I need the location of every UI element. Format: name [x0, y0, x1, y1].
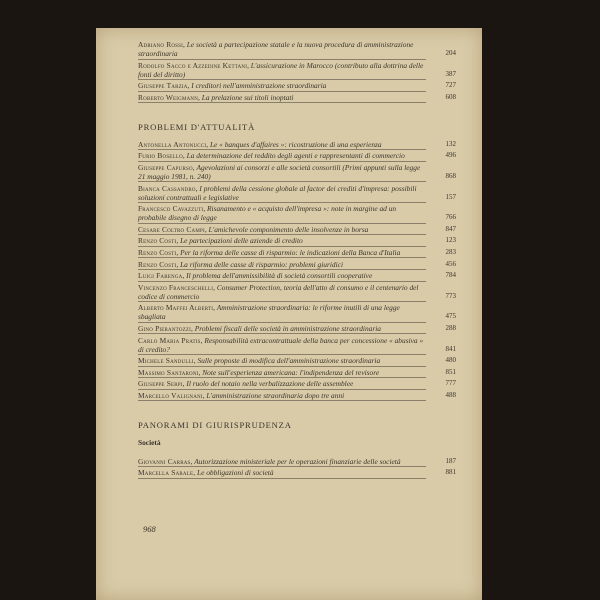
- index-entry: Luigi Farenga, Il problema dell'ammissibilità di società consortili cooperative 784: [138, 271, 456, 281]
- entry-page-number: 204: [445, 49, 456, 57]
- attualita-entries-list: [138, 140, 456, 400]
- entry-page-number: 777: [445, 379, 456, 388]
- entry-rule: [138, 91, 426, 92]
- entry-rule: [138, 281, 426, 282]
- entry-author: Furio Bosello: [138, 151, 183, 161]
- entry-rule: [138, 246, 426, 247]
- entry-rule: [138, 223, 426, 224]
- index-entry: Antonella Antonucci, Le « banques d'affaires »: ricostruzione di una esperienza 132: [138, 139, 456, 149]
- entry-title: L'assicurazione in Marocco (contributo alla dottrina delle fonti del diritto): [138, 60, 424, 79]
- index-entry: Michele Sandulli, Sulle proposte di modifica dell'amministrazione straordinaria 480: [138, 356, 456, 366]
- index-entry: Furio Bosello, La determinazione del reddito degli agenti e rappresentanti di commercio 496: [138, 151, 456, 161]
- entry-title: Il problema dell'ammissibilità di società consortili cooperative: [186, 271, 373, 281]
- index-entry: Giovanni Carras, Autorizzazione ministeriale per le operazioni finanziarie delle società 187: [138, 456, 456, 466]
- panorami-entries-list: [138, 457, 456, 478]
- entry-title: Le società a partecipazione statale e la nuova procedura di amministrazione straordinaria: [138, 40, 414, 58]
- entry-title: Le « banques d'affaires »: ricostruzione di una esperienza: [209, 139, 382, 149]
- entry-author: Bianca Cassandro: [138, 183, 196, 193]
- entry-title: Il ruolo del notaio nella verbalizzazione delle assemblee: [186, 379, 354, 389]
- entry-rule: [138, 400, 426, 401]
- entry-rule: [138, 366, 426, 367]
- entry-rule: [138, 466, 426, 467]
- index-entry: Renzo Costi, Le partecipazioni delle aziende di credito 123: [138, 236, 456, 246]
- entry-rule: [138, 377, 426, 378]
- entry-rule: [138, 202, 426, 203]
- entry-page-number: 157: [445, 192, 456, 201]
- entry-page-number: 496: [445, 151, 456, 160]
- entry-author: Roberto Weigmann: [138, 92, 199, 102]
- entry-rule: [138, 234, 426, 235]
- entry-rule: [138, 354, 426, 355]
- entry-title: Le partecipazioni delle aziende di credito: [180, 236, 303, 246]
- entry-page-number: 868: [445, 171, 456, 180]
- entry-rule: [138, 269, 426, 270]
- entry-author: Renzo Costi: [138, 236, 177, 246]
- index-entry: Massimo Santaroni, Note sull'esperienza americana: l'indipendenza del revisore 851: [138, 367, 456, 377]
- entry-title: I problemi della cessione globale al factor dei crediti d'impresa: possibili soluzioni contrattuali e legislative: [138, 183, 417, 202]
- entry-title: Le obbligazioni di società: [196, 468, 274, 478]
- entry-author: Rodolfo Sacco e Azzedine Kettani: [138, 60, 248, 70]
- entry-title: Risanamento e « acquisto dell'impresa »: note in margine ad un probabile disegno di legge: [138, 204, 397, 223]
- entry-page-number: 480: [445, 356, 456, 365]
- entry-page-number: 387: [445, 69, 456, 78]
- index-entry: Marcello Valignani, L'amministrazione straordinaria dopo tre anni 488: [138, 390, 456, 400]
- top-entries-list: [138, 40, 456, 102]
- entry-title: Responsabilità extracontrattuale della banca per concessione « abusiva » di credito?: [138, 335, 424, 354]
- index-entry: Gino Pierantozzi, Problemi fiscali delle società in amministrazione straordinaria 288: [138, 323, 456, 333]
- index-entry: Giuseppe Tarzia, I creditori nell'amministrazione straordinaria 727: [138, 81, 456, 91]
- entry-page-number: 187: [445, 456, 456, 465]
- entry-page-number: 132: [445, 139, 456, 148]
- index-entry: Giuseppe Capurso, Agevolazioni ai consorzi e alle società consortili (Primi appunti sulla legge 21 maggio 1981, n. 240) 868: [138, 162, 456, 181]
- entry-rule: [138, 333, 426, 334]
- entry-page-number: 766: [445, 213, 456, 222]
- entry-title: Consumer Protection, teoria dell'atto di consumo e il centenario del codice di commercio: [138, 282, 419, 301]
- entry-title: Agevolazioni ai consorzi e alle società consortili (Primi appunti sulla legge 21 maggio 1981, n. 240): [138, 162, 421, 181]
- index-entry: Cesare Coltro Campi, L'amichevole componimento delle insolvenze in borsa 847: [138, 224, 456, 234]
- entry-page-number: 608: [445, 92, 456, 101]
- entry-author: Marcello Valignani: [138, 390, 203, 400]
- entry-author: Francesco Cavazzuti: [138, 204, 204, 214]
- entry-title: L'amichevole componimento delle insolvenze in borsa: [208, 224, 369, 234]
- entry-title: Autorizzazione ministeriale per le operazioni finanziarie delle società: [194, 456, 401, 466]
- entry-author: Renzo Costi: [138, 259, 177, 269]
- entry-title: Per la riforma delle casse di risparmio: le indicazioni della Banca d'Italia: [180, 247, 401, 257]
- entry-author: Giuseppe Serpi: [138, 379, 183, 389]
- entry-rule: [138, 301, 426, 302]
- entry-page-number: 475: [445, 312, 456, 321]
- entry-rule: [138, 161, 426, 162]
- entry-author: Giuseppe Tarzia: [138, 81, 188, 91]
- index-entry: Renzo Costi, Per la riforma delle casse di risparmio: le indicazioni della Banca d'Italia 283: [138, 247, 456, 257]
- index-entry: Carlo Maria Pratis, Responsabilità extracontrattuale della banca per concessione « abusiva » di credito? 841: [138, 335, 456, 354]
- entry-page-number: 727: [445, 81, 456, 90]
- entry-rule: [138, 322, 426, 323]
- entry-author: Carlo Maria Pratis: [138, 335, 201, 345]
- entry-title: La riforma delle casse di risparmio: problemi giuridici: [180, 259, 343, 269]
- entry-page-number: 288: [445, 323, 456, 332]
- index-entry: Francesco Cavazzuti, Risanamento e « acquisto dell'impresa »: note in margine ad un probabile disegno di legge 766: [138, 204, 456, 223]
- entry-author: Massimo Santaroni: [138, 367, 199, 377]
- entry-title: L'amministrazione straordinaria dopo tre anni: [206, 390, 345, 400]
- entry-author: Cesare Coltro Campi: [138, 224, 205, 234]
- index-entry: Marcella Sarale, Le obbligazioni di società 881: [138, 468, 456, 478]
- entry-author: Adriano Rossi: [138, 40, 183, 49]
- entry-page-number: 773: [445, 291, 456, 300]
- index-entry: Adriano Rossi, Le società a partecipazione statale e la nuova procedura di amministrazione straordinaria 204: [138, 40, 456, 58]
- entry-rule: [138, 389, 426, 390]
- entry-rule: [138, 102, 426, 103]
- subsection-societa: Società: [138, 437, 161, 447]
- entry-rule: [138, 478, 426, 479]
- entry-page-number: 784: [445, 271, 456, 280]
- index-entry: Roberto Weigmann, La prelazione sui titoli inoptati 608: [138, 92, 456, 102]
- entry-rule: [138, 59, 426, 60]
- index-entry: Alberto Maffei Alberti, Amministrazione straordinaria: le riforme inutili di una legge sbagliata 475: [138, 303, 456, 322]
- entry-page-number: 456: [445, 259, 456, 268]
- index-entry: Bianca Cassandro, I problemi della cessione globale al factor dei crediti d'impresa: possibili soluzioni contrattuali e legislative 157: [138, 183, 456, 202]
- section-heading-panorami: PANORAMI DI GIURISPRUDENZA: [138, 419, 292, 430]
- entry-rule: [138, 149, 426, 150]
- entry-page-number: 847: [445, 224, 456, 233]
- index-entry: Renzo Costi, La riforma delle casse di risparmio: problemi giuridici 456: [138, 259, 456, 269]
- page-folio: 968: [143, 524, 156, 534]
- index-entry: Giuseppe Serpi, Il ruolo del notaio nella verbalizzazione delle assemblee 777: [138, 379, 456, 389]
- index-content: [138, 40, 456, 480]
- entry-title: I creditori nell'amministrazione straordinaria: [191, 81, 327, 91]
- entry-page-number: 851: [445, 367, 456, 376]
- section-heading-attualita: PROBLEMI D'ATTUALITÀ: [138, 121, 256, 132]
- entry-author: Antonella Antonucci: [138, 139, 207, 149]
- entry-title: Problemi fiscali delle società in amministrazione straordinaria: [194, 323, 381, 333]
- entry-title: Sulle proposte di modifica dell'amministrazione straordinaria: [197, 356, 381, 366]
- entry-author: Michele Sandulli: [138, 356, 194, 366]
- entry-author: Vincenzo Franceschelli: [138, 282, 214, 292]
- entry-rule: [138, 79, 426, 80]
- entry-page-number: 841: [445, 344, 456, 353]
- entry-page-number: 488: [445, 390, 456, 399]
- entry-page-number: 283: [445, 247, 456, 256]
- entry-title: Note sull'esperienza americana: l'indipendenza del revisore: [202, 367, 380, 377]
- entry-rule: [138, 181, 426, 182]
- index-entry: Rodolfo Sacco e Azzedine Kettani, L'assicurazione in Marocco (contributo alla dottrina delle fonti del diritto) 387: [138, 60, 456, 79]
- entry-title: La prelazione sui titoli inoptati: [201, 92, 294, 102]
- entry-author: Luigi Farenga: [138, 271, 183, 281]
- entry-author: Giuseppe Capurso: [138, 162, 193, 172]
- entry-author: Renzo Costi: [138, 247, 177, 257]
- entry-page-number: 123: [445, 236, 456, 245]
- entry-page-number: 881: [445, 468, 456, 477]
- entry-rule: [138, 257, 426, 258]
- entry-author: Gino Pierantozzi: [138, 323, 192, 333]
- entry-author: Marcella Sarale: [138, 468, 194, 478]
- entry-author: Giovanni Carras: [138, 456, 191, 466]
- entry-author: Alberto Maffei Alberti: [138, 303, 214, 313]
- entry-title: Amministrazione straordinaria: le riforme inutili di una legge sbagliata: [138, 303, 400, 322]
- entry-title: La determinazione del reddito degli agenti e rappresentanti di commercio: [186, 151, 405, 161]
- index-entry: Vincenzo Franceschelli, Consumer Protection, teoria dell'atto di consumo e il centenario del codice di commercio 773: [138, 282, 456, 301]
